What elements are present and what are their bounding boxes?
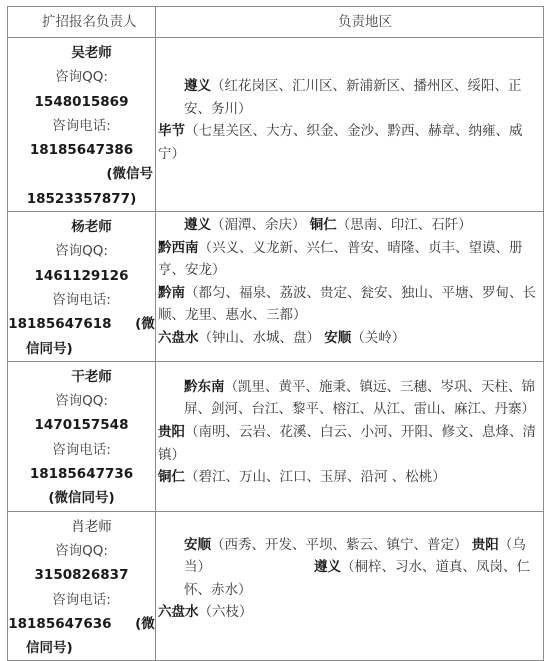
region-line [158,534,537,602]
region-districts: （凯里、黄平、施秉、镇远、三穗、岑巩、天柱、锦屏、剑河、台江、黎平、榕江、从江、雷山、麻江、丹寨） [184,378,535,418]
header-regions: 负责地区 [156,7,544,38]
regions-cell [156,511,544,661]
region-city: 遵义 [184,78,211,94]
regions-cell [156,212,544,362]
qq-label: 咨询QQ: [55,542,108,559]
table-row [8,511,544,661]
region-line [158,282,537,327]
region-line [158,120,537,165]
region-districts: （关岭） [351,330,406,347]
region-districts: （六枝） [198,604,253,621]
region-districts: （七星关区、大方、织金、金沙、黔西、赫章、纳雍、威宁） [158,123,523,162]
wechat-id[interactable]: 18523357877) [26,190,137,207]
teacher-name: 杨老师 [71,219,112,236]
phone-label: 咨询电话: [52,591,111,608]
region-line [158,376,537,421]
wechat-note-cont: 信同号) [26,640,73,657]
region-city: 黔南 [158,284,185,301]
region-city: 遵义 [184,217,211,234]
wechat-note: (微信同号) [48,490,115,507]
region-districts: （思南、印江、石阡） [336,217,472,234]
phone-number [8,138,155,162]
region-city: 遵义 [314,559,341,576]
header-contact-person: 扩招报名负责人 [8,7,156,38]
table-header-row [8,7,544,38]
table-row [8,212,544,362]
phone-value[interactable]: 18185647736 [29,466,134,483]
phone-value[interactable]: 18185647386 [29,142,134,159]
qq-label: 咨询QQ: [55,393,108,410]
region-districts: （桐梓、习水、道真、凤岗、仁怀、赤水） [184,559,530,598]
region-line [158,237,537,282]
regions-cell [156,38,544,212]
region-districts: （碧江、万山、江口、玉屏、沿河 、松桃） [185,469,446,486]
region-city: 铜仁 [309,217,337,234]
region-city: 安顺 [324,330,352,347]
region-city: 毕节 [158,123,185,140]
region-line [158,214,537,237]
region-districts: （湄潭、余庆） [211,217,306,234]
teacher-name: 吴老师 [71,45,112,61]
contact-cell [8,361,156,511]
region-line [158,466,537,489]
recruitment-contact-table [7,6,544,661]
region-city: 六盘水 [158,604,199,621]
wechat-note: (微 [135,615,155,632]
region-districts: （西秀、开发、平坝、紫云、镇宁、普定） [211,536,468,553]
region-city: 六盘水 [158,330,199,347]
region-line [158,75,537,120]
region-city: 黔西南 [158,239,199,256]
region-city: 黔东南 [184,378,225,395]
wechat-note-cont: 信同号) [26,340,73,357]
qq-number[interactable]: 1548015869 [34,93,129,110]
phone-value[interactable]: 18185647636 [8,615,112,632]
table-row [8,361,544,511]
teacher-name: 肖老师 [71,518,112,535]
regions-cell [156,361,544,511]
qq-number[interactable]: 3150826837 [34,567,129,584]
qq-label: 咨询QQ: [55,69,108,86]
qq-number[interactable]: 1470157548 [34,417,129,434]
region-districts: （南明、云岩、花溪、白云、小河、开阳、修文、息烽、清镇） [158,424,536,463]
wechat-note: (微 [135,316,155,333]
region-city: 贵阳 [471,536,499,553]
region-districts: （兴义、义龙新、兴仁、普安、晴隆、贞丰、望谟、册亨、安龙） [158,239,523,279]
phone-value[interactable]: 18185647618 [8,316,112,333]
teacher-name: 干老师 [71,368,112,385]
phone-label: 咨询电话: [52,291,111,308]
wechat-note: (微信号 [106,166,153,183]
region-city: 贵阳 [158,424,185,441]
region-districts: （乌当） [184,536,526,576]
phone-number [8,312,155,336]
region-line [158,601,537,624]
contact-cell [8,212,156,362]
region-city: 安顺 [184,536,211,553]
qq-number[interactable]: 1461129126 [34,267,129,284]
region-city: 铜仁 [158,469,185,486]
region-districts: （钟山、水城、盘） [198,330,320,347]
phone-number [8,462,155,486]
qq-label: 咨询QQ: [55,243,108,260]
contact-cell [8,38,156,212]
contact-cell [8,511,156,661]
region-line [158,421,537,466]
region-line [158,327,537,350]
phone-label: 咨询电话: [52,117,111,134]
phone-label: 咨询电话: [52,441,111,458]
region-districts: （都匀、福泉、荔波、贵定、瓮安、独山、平塘、罗甸、长顺、龙里、惠水、三都） [158,284,536,324]
table-row [8,38,544,212]
region-districts: （红花岗区、汇川区、新浦新区、播州区、绥阳、正安、务川） [184,78,522,117]
phone-number [8,612,155,636]
